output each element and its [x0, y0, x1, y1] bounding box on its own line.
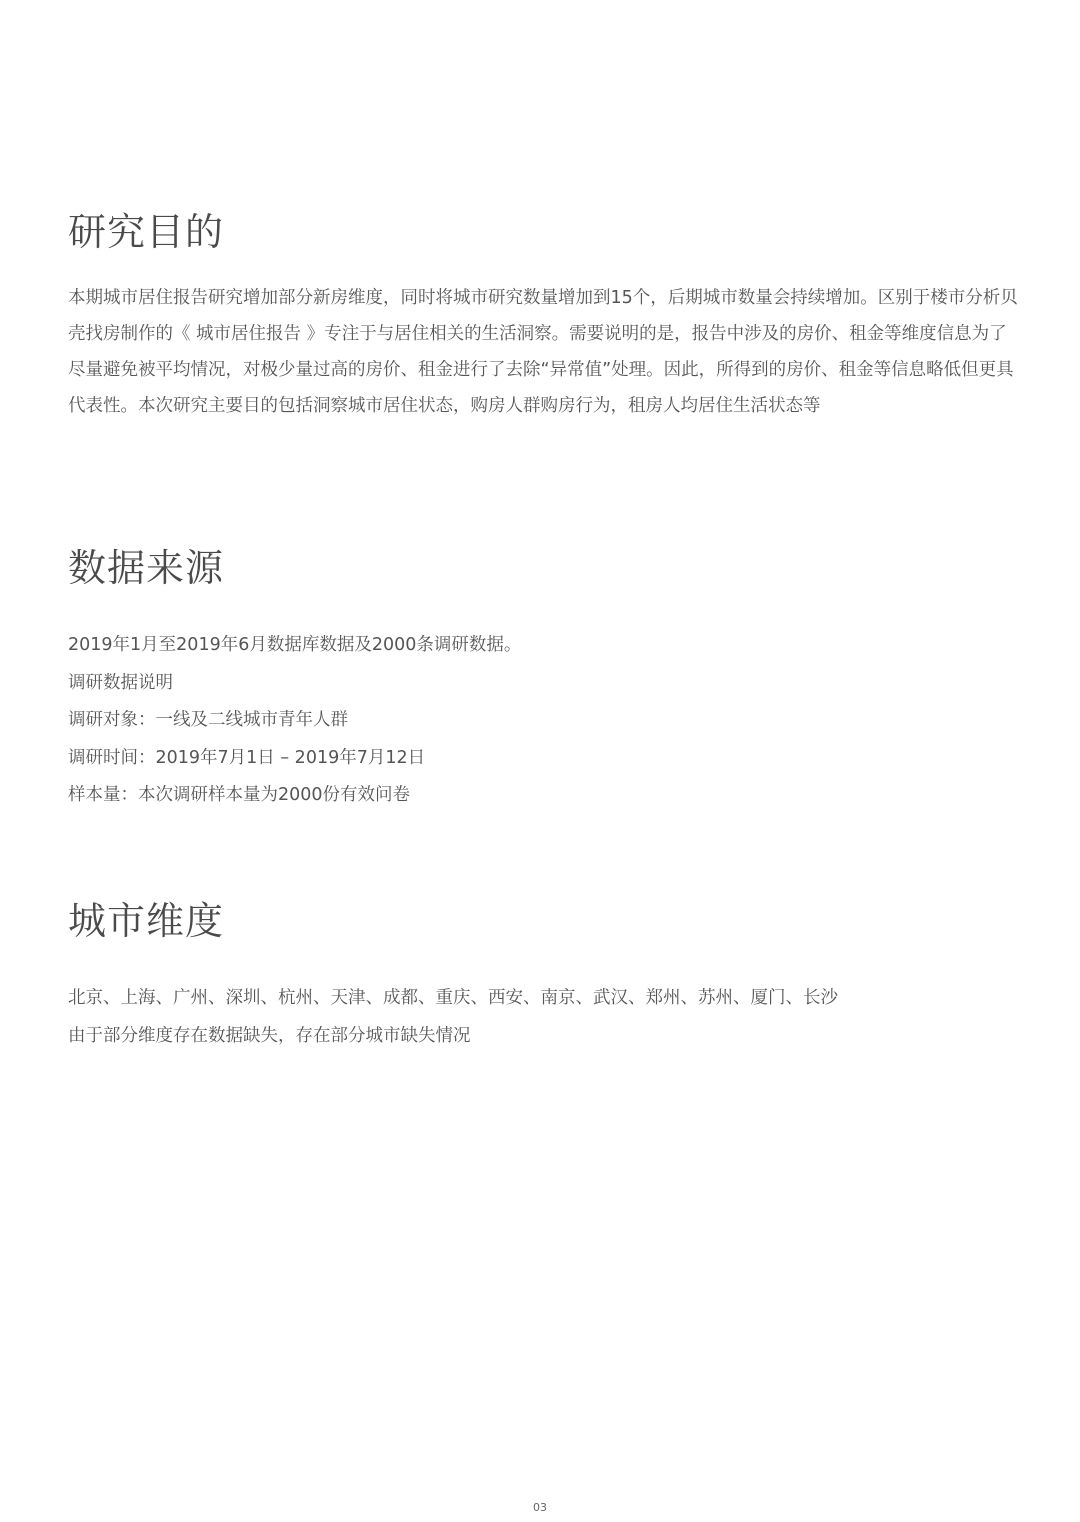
data-source-lines	[68, 627, 1018, 815]
data-source-line: 调研数据说明	[68, 672, 173, 693]
data-source-line: 样本量：本次调研样本量为2000份有效问卷	[68, 785, 411, 805]
data-source-line: 调研时间：2019年7月1日 – 2019年7月12日	[68, 747, 426, 768]
city-dimension-lines	[68, 980, 1018, 1055]
data-source-line: 调研对象：一线及二线城市青年人群	[68, 710, 348, 730]
research-purpose-heading: 研究目的	[68, 210, 225, 254]
data-source-section	[68, 544, 1018, 815]
page-number: 03	[533, 1501, 547, 1514]
research-purpose-body: 本期城市居住报告研究增加部分新房维度，同时将城市研究数量增加到15个，后期城市数量会持续增加。区别于楼市分析贝壳找房制作的《 城市居住报告 》专注于与居住相关的生活洞察。需要说明的是，报告中涉及的房价、租金等维度信息为了尽量避免被平均情况，对极少量过高的房价、租金进行了去除“异常值”处理。因此，所得到的房价、租金等信息略低但更具代表性。本次研究主要目的包括洞察城市居住状态，购房人群购房行为，租房人均居住生活状态等	[68, 288, 1018, 416]
data-source-line: 2019年1月至2019年6月数据库数据及2000条调研数据。	[68, 635, 522, 655]
data-source-heading: 数据来源	[68, 546, 225, 590]
research-purpose-section	[68, 208, 1018, 424]
city-missing-note: 由于部分维度存在数据缺失，存在部分城市缺失情况	[68, 1025, 471, 1046]
city-dimension-section	[68, 897, 1018, 1055]
city-dimension-heading: 城市维度	[68, 899, 225, 943]
city-list: 北京、上海、广州、深圳、杭州、天津、成都、重庆、西安、南京、武汉、郑州、苏州、厦门、长沙	[68, 988, 838, 1008]
